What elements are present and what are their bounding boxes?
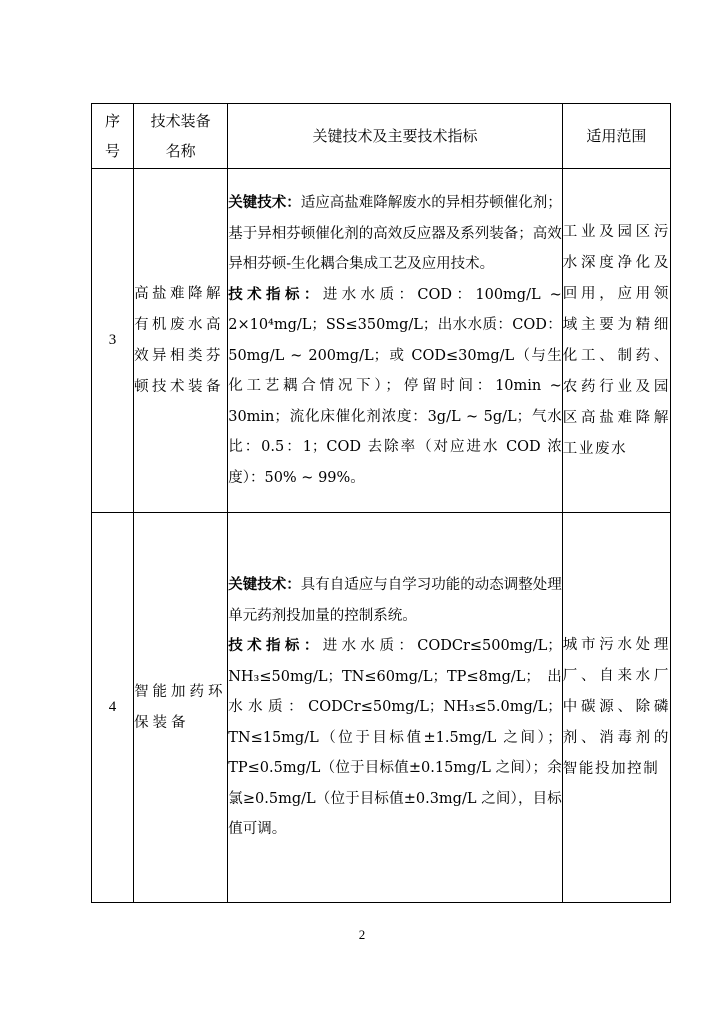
key-tech-label: 关键技术： bbox=[228, 576, 301, 594]
header-number-line1: 序 bbox=[105, 112, 121, 130]
tech-index-text: 进水水质：CODCr≤500mg/L；NH₃≤50mg/L；TN≤60mg/L；TP≤8mg/L；出水水质：CODCr≤50mg/L；NH₃≤5.0mg/L；TN≤15mg/L（位于目标值±1.5mg/L 之间）；TP≤0.5mg/L（位于目标值±0.15mg/L 之间）；余氯≥0.5mg/L（位于目标值±0.3mg/L 之间），目标值可调。 bbox=[228, 638, 562, 838]
header-equipment-name bbox=[134, 104, 228, 169]
header-scope: 适用范围 bbox=[562, 104, 670, 169]
header-name-line1: 技术装备 bbox=[150, 112, 211, 130]
equipment-name: 智能加药环保装备 bbox=[134, 513, 228, 903]
row-number: 3 bbox=[92, 169, 134, 513]
key-tech-text: 具有自适应与自学习功能的动态调整处理单元药剂投加量的控制系统。 bbox=[228, 577, 562, 624]
tech-index-label: 技术指标： bbox=[228, 637, 323, 655]
table-row bbox=[92, 513, 671, 903]
header-row bbox=[92, 104, 671, 169]
header-key-technology: 关键技术及主要技术指标 bbox=[228, 104, 563, 169]
scope-cell: 工业及园区污水深度净化及回用，应用领域主要为精细化工、制药、农药行业及园区高盐难降解工业废水 bbox=[562, 169, 670, 513]
tech-table bbox=[91, 103, 671, 903]
page-number: 2 bbox=[358, 927, 366, 942]
equipment-name: 高盐难降解有机废水高效异相类芬顿技术装备 bbox=[134, 169, 228, 513]
header-name-line2: 名称 bbox=[165, 142, 196, 160]
key-tech-text: 适应高盐难降解废水的异相芬顿催化剂；基于异相芬顿催化剂的高效反应器及系列装备；高效异相芬顿-生化耦合集成工艺及应用技术。 bbox=[228, 195, 562, 272]
key-technology-cell bbox=[228, 513, 563, 903]
scope-cell: 城市污水处理厂、自来水厂中碳源、除磷剂、消毒剂的智能投加控制 bbox=[562, 513, 670, 903]
tech-index-label: 技术指标： bbox=[228, 285, 323, 303]
header-number-line2: 号 bbox=[105, 142, 121, 160]
key-technology-cell bbox=[228, 169, 563, 513]
key-tech-label: 关键技术： bbox=[228, 194, 301, 211]
row-number: 4 bbox=[92, 513, 134, 903]
table-row bbox=[92, 169, 671, 513]
tech-index-text: 进水水质：COD：100mg/L ~ 2×10⁴mg/L；SS≤350mg/L；出水水质：COD：50mg/L ~ 200mg/L；或 COD≤30mg/L（与生化工艺耦合情况下）；停留时间：10min ~ 30min；流化床催化剂浓度：3g/L ~ 5g/L；气水比：0.5：1；COD 去除率（对应进水 COD 浓度）：50% ~ 99%。 bbox=[228, 286, 562, 486]
header-number bbox=[92, 104, 134, 169]
